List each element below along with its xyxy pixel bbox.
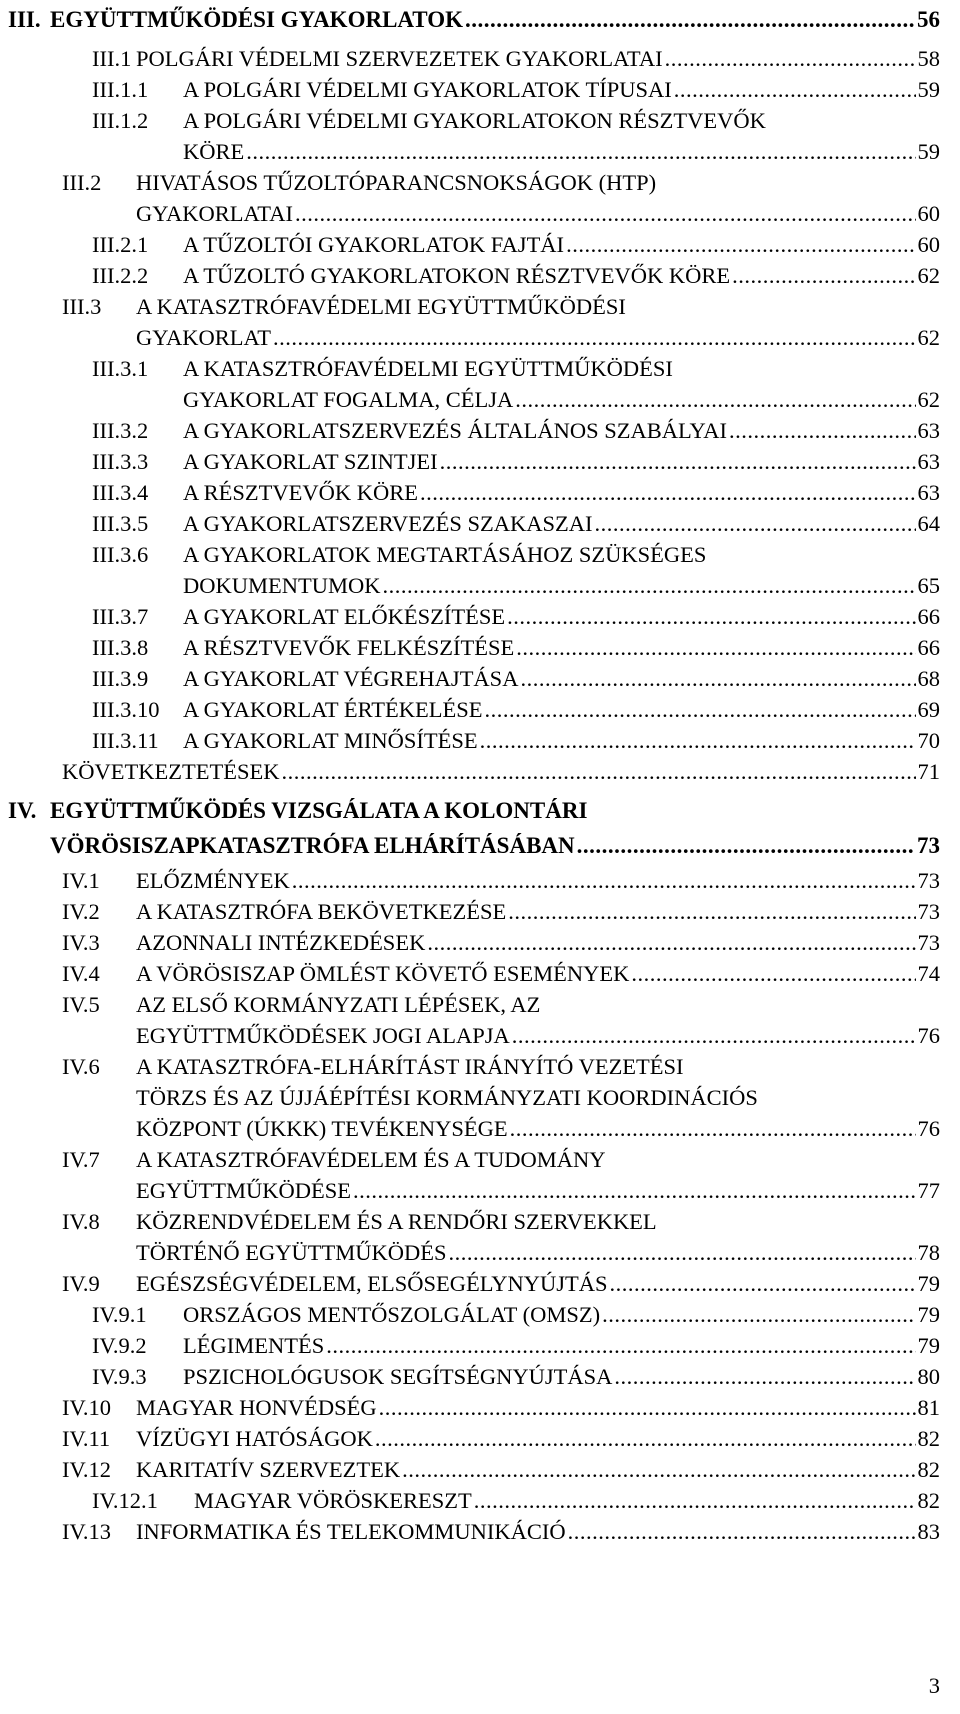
toc-entry-page: 82	[917, 1426, 940, 1451]
toc-entry-title: A GYAKORLATSZERVEZÉS SZAKASZAI	[183, 511, 593, 536]
dot-leader	[614, 1361, 915, 1392]
toc-entry-number: IV.	[8, 798, 37, 823]
dot-leader	[281, 756, 915, 787]
toc-entry-page: 68	[917, 666, 940, 691]
toc-entry[interactable]	[0, 1454, 960, 1485]
dot-leader	[508, 896, 915, 927]
toc-entry-page: 62	[917, 263, 940, 288]
toc-entry-page: 60	[917, 201, 940, 226]
toc-entry-number: IV.13	[62, 1519, 111, 1544]
toc-entry-number: IV.10	[62, 1395, 111, 1420]
toc-entry-number: IV.1	[62, 868, 100, 893]
toc-entry[interactable]	[0, 229, 960, 260]
dot-leader	[420, 477, 916, 508]
toc-entry-title: POLGÁRI VÉDELMI SZERVEZETEK GYAKORLATAI	[136, 46, 663, 71]
dot-leader	[631, 958, 915, 989]
toc-entry-title: EGYÜTTMŰKÖDÉSE	[136, 1178, 351, 1203]
dot-leader	[512, 1020, 916, 1051]
toc-entry-title: A POLGÁRI VÉDELMI GYAKORLATOKON RÉSZTVEVŐK	[183, 108, 766, 133]
dot-leader	[732, 260, 915, 291]
dot-leader	[729, 415, 916, 446]
toc-entry-number: IV.9	[62, 1271, 100, 1296]
toc-entry-page: 73	[917, 868, 940, 893]
toc-entry-page: 74	[917, 961, 940, 986]
toc-entry-number: IV.4	[62, 961, 100, 986]
toc-entry-title: KARITATÍV SZERVEZTEK	[136, 1457, 401, 1482]
toc-entry-page: 62	[917, 325, 940, 350]
toc-entry-title: AZONNALI INTÉZKEDÉSEK	[136, 930, 426, 955]
toc-entry-number: III.2.1	[92, 232, 149, 257]
toc-entry-page: 78	[917, 1240, 940, 1265]
toc-entry-number: III.3.4	[92, 480, 149, 505]
dot-leader	[609, 1268, 915, 1299]
toc-entry-page: 81	[917, 1395, 940, 1420]
toc-entry[interactable]	[0, 1392, 960, 1423]
toc-entry-title: A GYAKORLAT ÉRTÉKELÉSE	[183, 697, 483, 722]
toc-entry-title: A VÖRÖSISZAP ÖMLÉST KÖVETŐ ESEMÉNYEK	[136, 961, 630, 986]
toc-entry[interactable]	[0, 1144, 960, 1206]
toc-entry-number: III.3.8	[92, 635, 149, 660]
toc-entry-page: 58	[917, 46, 940, 71]
dot-leader	[375, 1423, 916, 1454]
toc-entry-title: KÖZRENDVÉDELEM ÉS A RENDŐRI SZERVEKKEL	[136, 1209, 657, 1234]
toc-entry-title: A KATASZTRÓFAVÉDELMI EGYÜTTMŰKÖDÉSI	[183, 356, 673, 381]
toc-entry-title: EGÉSZSÉGVÉDELEM, ELSŐSEGÉLYNYÚJTÁS	[136, 1271, 608, 1296]
dot-leader	[510, 1113, 916, 1144]
dot-leader	[480, 725, 916, 756]
toc-entry-number: IV.6	[62, 1054, 100, 1079]
toc-entry[interactable]	[0, 896, 960, 927]
toc-entry-number: III.1.1	[92, 77, 149, 102]
toc-entry-title: A GYAKORLAT VÉGREHAJTÁSA	[183, 666, 519, 691]
toc-entry-number: III.1.2	[92, 108, 149, 133]
dot-leader	[292, 865, 916, 896]
toc-entry-title: A RÉSZTVEVŐK KÖRE	[183, 480, 418, 505]
toc-entry[interactable]	[0, 508, 960, 539]
toc-entry-page: 73	[917, 833, 940, 858]
toc-entry-page: 79	[917, 1333, 940, 1358]
toc-entry-title: MAGYAR VÖRÖSKERESZT	[194, 1488, 472, 1513]
toc-entry-title: KÖVETKEZTETÉSEK	[62, 759, 280, 784]
toc-entry-page: 77	[917, 1178, 940, 1203]
dot-leader	[402, 1454, 915, 1485]
toc-entry-title: A GYAKORLAT MINŐSÍTÉSE	[183, 728, 478, 753]
dot-leader	[515, 384, 915, 415]
dot-leader	[602, 1299, 915, 1330]
toc-entry[interactable]	[0, 865, 960, 896]
toc-entry[interactable]	[0, 74, 960, 105]
toc-entry-page: 66	[917, 635, 940, 660]
dot-leader	[674, 74, 916, 105]
toc-entry-title: A TŰZOLTÓI GYAKORLATOK FAJTÁI	[183, 232, 565, 257]
dot-leader	[566, 229, 915, 260]
toc-entry-number: III.3	[62, 294, 102, 319]
dot-leader	[379, 1392, 916, 1423]
toc-entry-page: 63	[917, 449, 940, 474]
toc-entry-page: 62	[917, 387, 940, 412]
toc-entry-title: LÉGIMENTÉS	[183, 1333, 325, 1358]
toc-entry-title: ELŐZMÉNYEK	[136, 868, 290, 893]
dot-leader	[594, 508, 915, 539]
toc-entry-page: 69	[917, 697, 940, 722]
toc-entry-number: III.3.2	[92, 418, 149, 443]
toc-entry-title: A KATASZTRÓFAVÉDELEM ÉS A TUDOMÁNY	[136, 1147, 606, 1172]
toc-entry[interactable]	[0, 989, 960, 1051]
toc-entry[interactable]	[0, 446, 960, 477]
toc-entry-title: A GYAKORLATSZERVEZÉS ÁLTALÁNOS SZABÁLYAI	[183, 418, 727, 443]
toc-entry-number: III.3.1	[92, 356, 149, 381]
toc-entry-title: MAGYAR HONVÉDSÉG	[136, 1395, 377, 1420]
toc-entry-title: GYAKORLAT FOGALMA, CÉLJA	[183, 387, 514, 412]
toc-entry-number: IV.7	[62, 1147, 100, 1172]
toc-entry-number: IV.11	[62, 1426, 111, 1451]
toc-entry[interactable]	[0, 1206, 960, 1268]
toc-entry[interactable]	[0, 1485, 960, 1516]
toc-entry[interactable]	[0, 105, 960, 167]
toc-entry[interactable]	[0, 415, 960, 446]
toc-entry[interactable]	[0, 694, 960, 725]
toc-entry[interactable]	[0, 1423, 960, 1454]
toc-entry[interactable]	[0, 1330, 960, 1361]
toc-entry-number: III.1	[92, 46, 132, 71]
toc-entry-title: KÖZPONT (ÚKKK) TEVÉKENYSÉGE	[136, 1116, 508, 1141]
toc-entry-title: DOKUMENTUMOK	[183, 573, 381, 598]
dot-leader	[326, 1330, 915, 1361]
toc-entry-title: AZ ELSŐ KORMÁNYZATI LÉPÉSEK, AZ	[136, 992, 541, 1017]
toc-entry[interactable]	[0, 601, 960, 632]
toc-entry[interactable]	[0, 1299, 960, 1330]
dot-leader	[246, 136, 915, 167]
page-number: 3	[928, 1673, 940, 1698]
toc-entry-page: 65	[917, 573, 940, 598]
toc-entry[interactable]	[0, 1268, 960, 1299]
dot-leader	[273, 322, 916, 353]
toc-entry-number: III.3.7	[92, 604, 149, 629]
toc-entry-number: IV.12.1	[92, 1488, 158, 1513]
toc-entry[interactable]	[0, 1361, 960, 1392]
toc-entry-page: 76	[917, 1116, 940, 1141]
toc-entry-title: EGYÜTTMŰKÖDÉSI GYAKORLATOK	[50, 7, 464, 32]
dot-leader	[383, 570, 916, 601]
toc-entry-title: A GYAKORLAT SZINTJEI	[183, 449, 438, 474]
toc-entry-number: IV.5	[62, 992, 100, 1017]
toc-entry-number: IV.9.2	[92, 1333, 147, 1358]
toc-entry-page: 76	[917, 1023, 940, 1048]
toc-entry-number: IV.9.3	[92, 1364, 147, 1389]
toc-entry-page: 82	[917, 1488, 940, 1513]
toc-entry[interactable]	[0, 927, 960, 958]
toc-entry-page: 64	[917, 511, 940, 536]
toc-entry-title: TÖRTÉNŐ EGYÜTTMŰKÖDÉS	[136, 1240, 447, 1265]
toc-entry-page: 79	[917, 1302, 940, 1327]
toc-entry[interactable]	[0, 353, 960, 415]
toc-entry[interactable]	[0, 477, 960, 508]
toc-entry[interactable]	[0, 43, 960, 74]
toc-entry-page: 73	[917, 899, 940, 924]
toc-entry-title: TÖRZS ÉS AZ ÚJJÁÉPÍTÉSI KORMÁNYZATI KOORDINÁCIÓS	[136, 1085, 758, 1110]
toc-entry-number: III.2	[62, 170, 102, 195]
dot-leader	[484, 694, 915, 725]
toc-entry-title: VÍZÜGYI HATÓSÁGOK	[136, 1426, 373, 1451]
toc-entry-page: 73	[917, 930, 940, 955]
toc-entry[interactable]	[0, 958, 960, 989]
toc-entry-title: ORSZÁGOS MENTŐSZOLGÁLAT (OMSZ)	[183, 1302, 601, 1327]
toc-entry-number: III.3.3	[92, 449, 149, 474]
dot-leader	[577, 830, 915, 861]
toc-entry-page: 79	[917, 1271, 940, 1296]
dot-leader	[465, 4, 915, 35]
toc-entry-number: IV.2	[62, 899, 100, 924]
toc-entry-title: A KATASZTRÓFA-ELHÁRÍTÁST IRÁNYÍTÓ VEZETÉSI	[136, 1054, 684, 1079]
toc-entry-number: III.3.10	[92, 697, 160, 722]
toc-entry-number: III.2.2	[92, 263, 149, 288]
dot-leader	[440, 446, 916, 477]
dot-leader	[568, 1516, 916, 1547]
toc-entry[interactable]	[0, 260, 960, 291]
toc-entry-title: A POLGÁRI VÉDELMI GYAKORLATOK TÍPUSAI	[183, 77, 672, 102]
toc-entry[interactable]	[0, 291, 960, 353]
toc-entry-title: INFORMATIKA ÉS TELEKOMMUNIKÁCIÓ	[136, 1519, 566, 1544]
toc-entry-title: A GYAKORLATOK MEGTARTÁSÁHOZ SZÜKSÉGES	[183, 542, 707, 567]
toc-entry-title: A KATASZTRÓFA BEKÖVETKEZÉSE	[136, 899, 507, 924]
dot-leader	[507, 601, 915, 632]
toc-entry-title: GYAKORLAT	[136, 325, 271, 350]
toc-entry[interactable]	[0, 167, 960, 229]
toc-entry[interactable]	[0, 795, 960, 865]
toc-entry-page: 66	[917, 604, 940, 629]
toc-entry-page: 82	[917, 1457, 940, 1482]
toc-entry[interactable]	[0, 756, 960, 787]
dot-leader	[474, 1485, 916, 1516]
toc-entry-title: HIVATÁSOS TŰZOLTÓPARANCSNOKSÁGOK (HTP)	[136, 170, 657, 195]
toc-entry-title: A RÉSZTVEVŐK FELKÉSZÍTÉSE	[183, 635, 515, 660]
toc-entry-title: A TŰZOLTÓ GYAKORLATOKON RÉSZTVEVŐK KÖRE	[183, 263, 731, 288]
dot-leader	[427, 927, 915, 958]
toc-entry[interactable]	[0, 539, 960, 601]
toc-entry-page: 70	[917, 728, 940, 753]
toc-entry-title: GYAKORLATAI	[136, 201, 293, 226]
dot-leader	[295, 198, 916, 229]
toc-entry-number: IV.9.1	[92, 1302, 147, 1327]
toc-entry-page: 59	[917, 139, 940, 164]
toc-entry-page: 59	[917, 77, 940, 102]
toc-entry[interactable]	[0, 4, 960, 39]
toc-entry-page: 80	[917, 1364, 940, 1389]
toc-entry-number: III.3.9	[92, 666, 149, 691]
toc-entry-number: IV.3	[62, 930, 100, 955]
toc-entry-page: 60	[917, 232, 940, 257]
toc-entry[interactable]	[0, 725, 960, 756]
toc-entry-page: 71	[917, 759, 940, 784]
dot-leader	[353, 1175, 916, 1206]
toc-entry-title: KÖRE	[183, 139, 245, 164]
toc-entry-number: IV.12	[62, 1457, 111, 1482]
toc-entry-title: VÖRÖSISZAPKATASZTRÓFA ELHÁRÍTÁSÁBAN	[50, 833, 575, 858]
toc-entry-page: 56	[917, 7, 940, 32]
dot-leader	[516, 632, 915, 663]
toc-entry-number: IV.8	[62, 1209, 100, 1234]
dot-leader	[520, 663, 915, 694]
toc-entry[interactable]	[0, 632, 960, 663]
toc-entry-number: III.3.5	[92, 511, 149, 536]
dot-leader	[449, 1237, 916, 1268]
dot-leader	[665, 43, 916, 74]
toc-entry-page: 83	[917, 1519, 940, 1544]
toc-entry[interactable]	[0, 1051, 960, 1144]
toc-entry-number: III.	[8, 7, 41, 32]
toc-entry-title: A KATASZTRÓFAVÉDELMI EGYÜTTMŰKÖDÉSI	[136, 294, 626, 319]
toc-entry[interactable]	[0, 1516, 960, 1547]
toc-entry-title: EGYÜTTMŰKÖDÉSEK JOGI ALAPJA	[136, 1023, 510, 1048]
toc-entry-number: III.3.11	[92, 728, 159, 753]
toc-entry-number: III.3.6	[92, 542, 149, 567]
toc-entry-title: EGYÜTTMŰKÖDÉS VIZSGÁLATA A KOLONTÁRI	[50, 798, 588, 823]
toc-entry-title: A GYAKORLAT ELŐKÉSZÍTÉSE	[183, 604, 506, 629]
toc-entry-page: 63	[917, 480, 940, 505]
toc-entry-title: PSZICHOLÓGUSOK SEGÍTSÉGNYÚJTÁSA	[183, 1364, 613, 1389]
toc-entry[interactable]	[0, 663, 960, 694]
toc-entry-page: 63	[917, 418, 940, 443]
